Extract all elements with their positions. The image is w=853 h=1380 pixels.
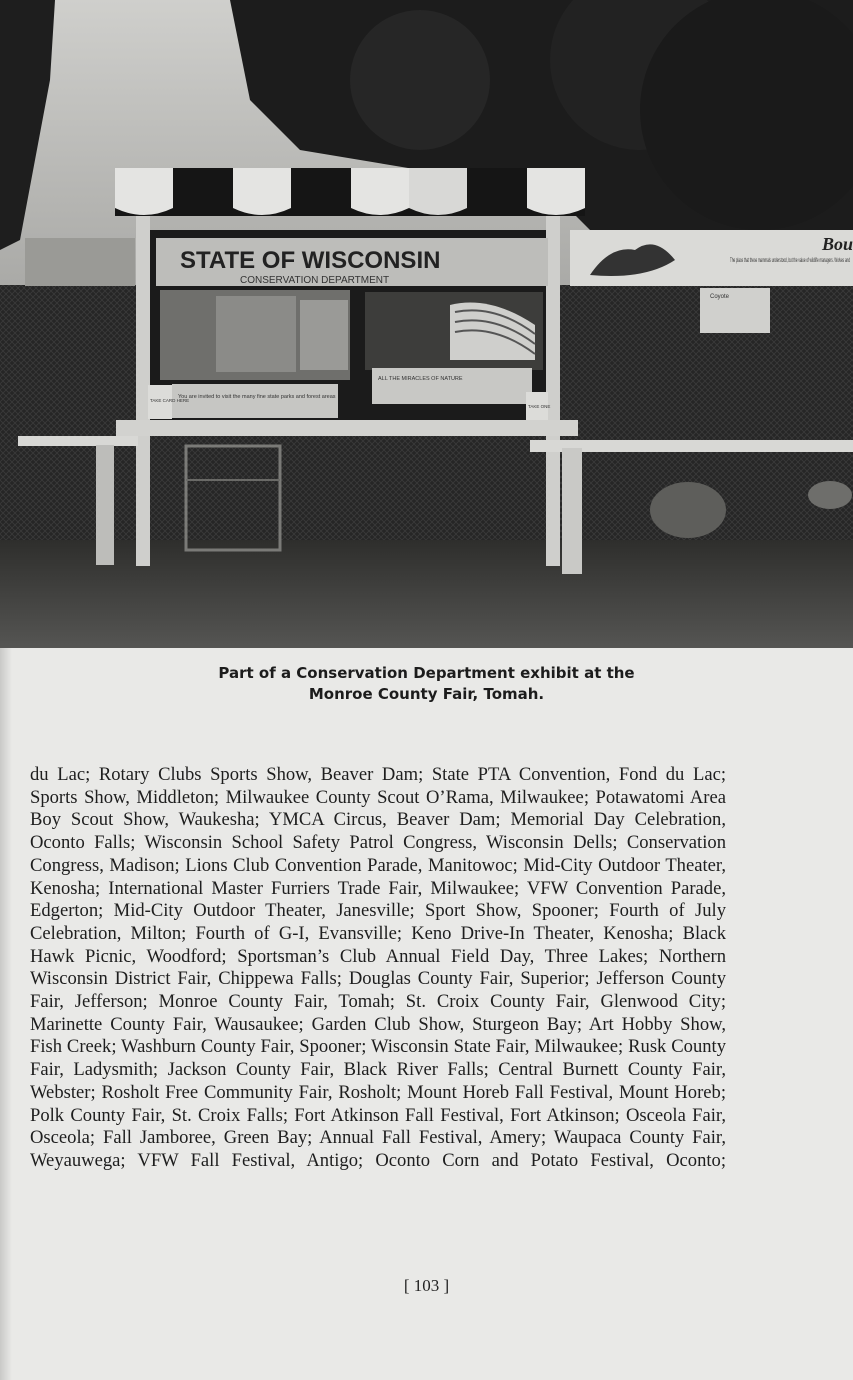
side-sign-title: Bou [822,234,853,254]
take-card-left: TAKE CARD HERE [150,398,190,403]
panel-left-text: You are invited to visit the many fine state parks and forest areas [178,394,336,400]
panel-right-text: ALL THE MIRACLES OF NATURE [378,376,463,382]
caption-line-1: Part of a Conservation Department exhibit at the [218,664,635,682]
side-sign-text: The place that these mammals understood, but the value of wildlife managers. Wolves and [730,258,850,264]
exhibit-photo [0,0,853,648]
take-card-right: TAKE ONE [528,404,551,409]
body-paragraph: du Lac; Rotary Clubs Sports Show, Beaver Dam; State PTA Convention, Fond du Lac; Sports Show, Middleton; Milwaukee County Scout O’Rama, Milwaukee; Potawatomi Area Boy Scout Show, Waukesha; YMCA Circus, Beaver Dam; Memorial Day Celebration, Oconto Falls; Wisconsin School Safety Patrol Congress, Wisconsin Dells; Conservation Congress, Madison; Lions Club Convention Parade, Manitowoc; Mid-City Outdoor Theater, Kenosha; International Master Furriers Trade Fair, Milwaukee; VFW Convention Parade, Edgerton; Mid-City Outdoor Theater, Janesville; Sport Show, Spooner; Fourth of July Celebration, Milton; Fourth of G-I, Evansville; Keno Drive-In Theater, Kenosha; Black Hawk Picnic, Woodford; Sportsman’s Club Annual Field Day, Three Lakes; Northern Wisconsin District Fair, Chippewa Falls; Douglas County Fair, Superior; Jefferson County Fair, Jefferson; Monroe County Fair, Tomah; St. Croix County Fair, Glenwood City; Marinette County Fair, Wausaukee; Garden Club Show, Sturgeon Bay; Art Hobby Show, Fish Creek; Washburn County Fair, Spooner; Wisconsin State Fair, Milwaukee; Rusk County Fair, Ladysmith; Jackson County Fair, Black River Falls; Central Burnett County Fair, Webster; Rosholt Free Community Fair, Rosholt; Mount Horeb Fall Festival, Mount Horeb; Polk County Fair, St. Croix Falls; Fort Atkinson Fall Festival, Fort Atkinson; Osceola Fair, Osceola; Fall Jamboree, Green Bay; Annual Fall Festival, Amery; Waupaca County Fair, Weyauwega; VFW Fall Festival, Antigo; Oconto Corn and Potato Festival, Oconto; [30,764,726,1171]
page-edge-shadow [0,648,12,1380]
small-panel-text: Coyote [710,294,730,300]
photo-caption [0,663,853,705]
caption-line-2: Monroe County Fair, Tomah. [308,685,545,703]
exhibit-photo-drawing [0,0,853,648]
page-number: [ 103 ] [403,1276,450,1295]
awning [115,168,585,216]
sign-main-text: STATE OF WISCONSIN [180,247,441,274]
sign-sub-text: CONSERVATION DEPARTMENT [240,275,390,286]
